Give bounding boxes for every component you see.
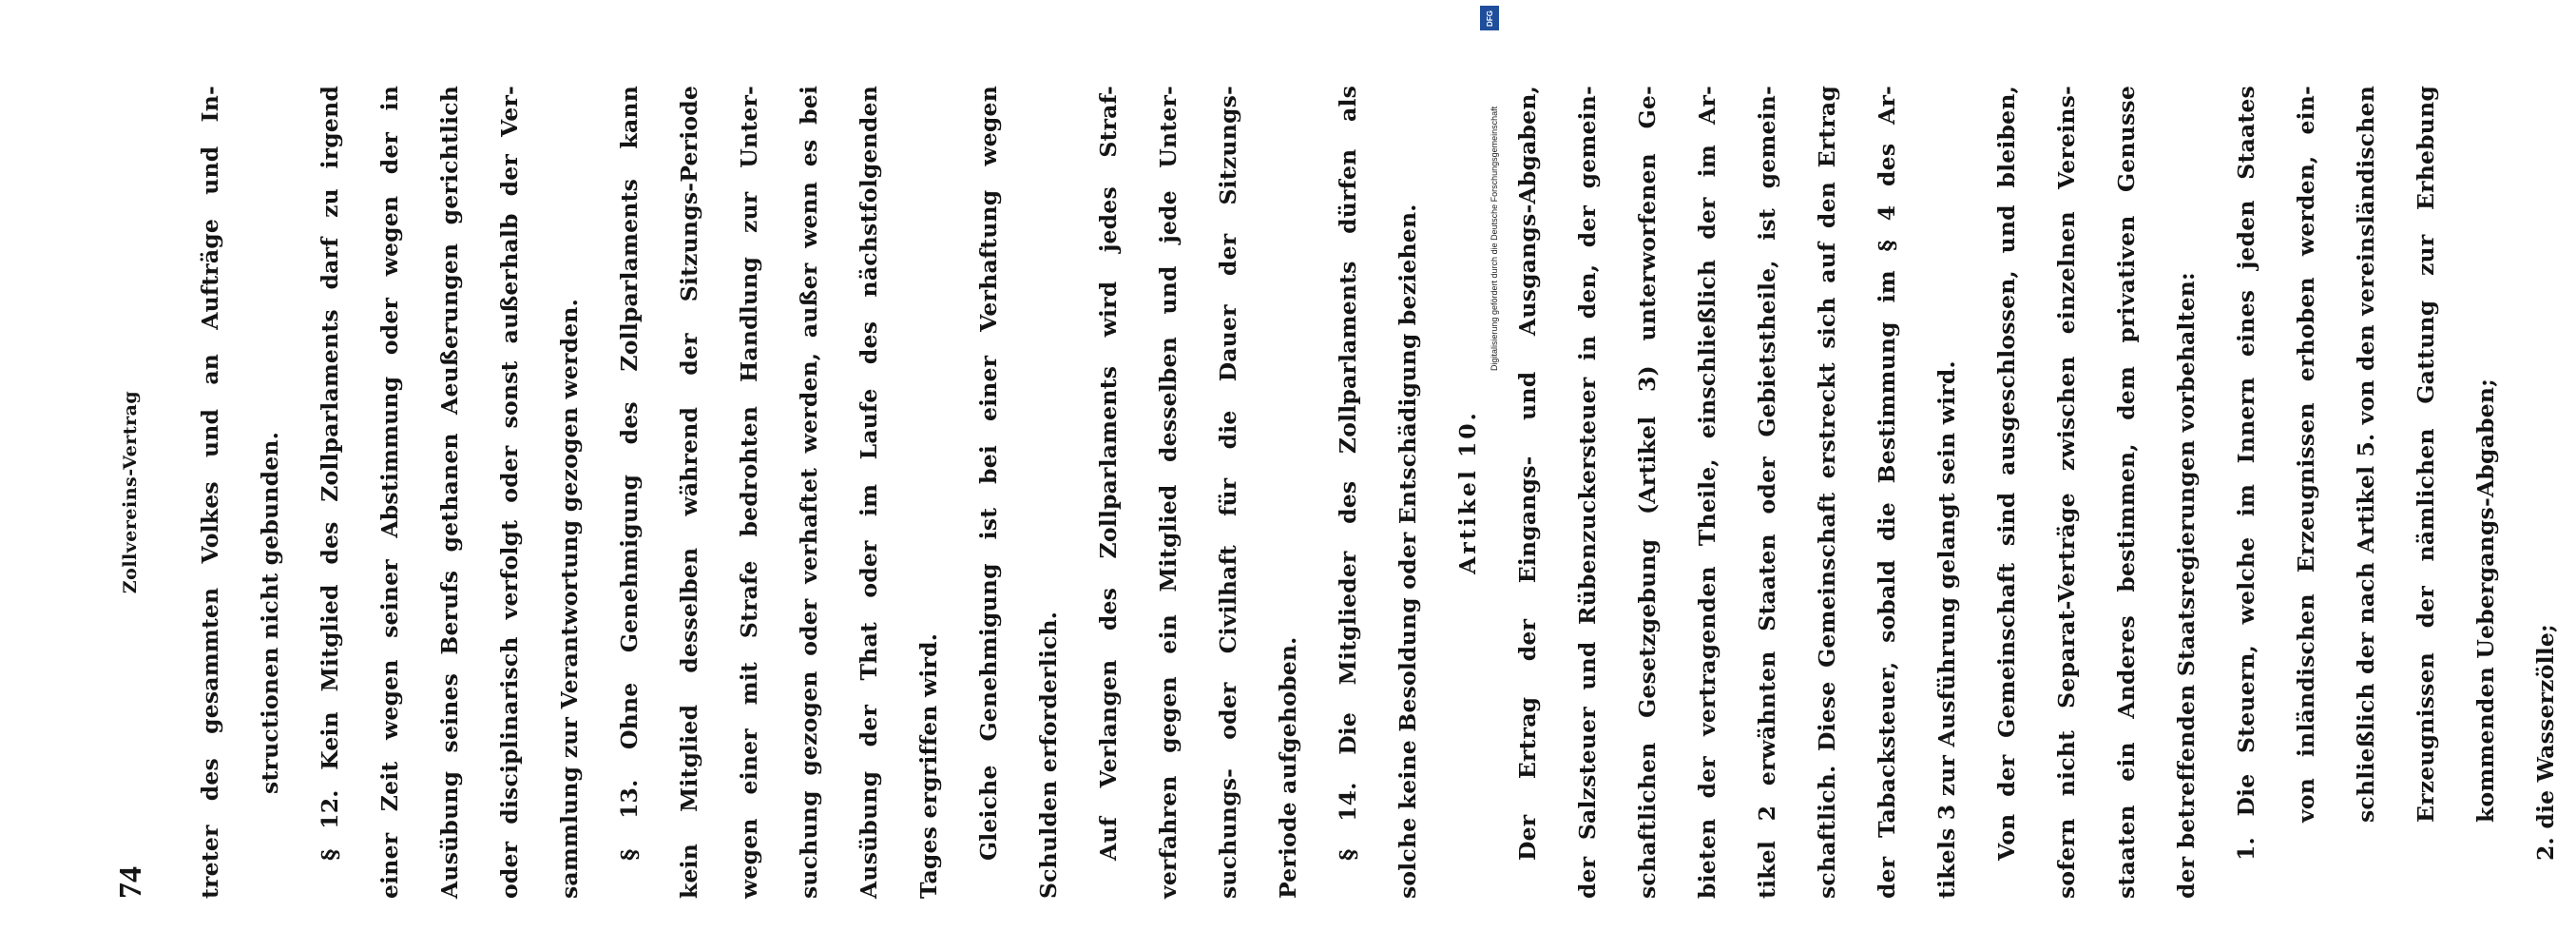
text-line: Periode aufgehoben. bbox=[1275, 636, 1301, 899]
text-line: tikels 3 zur Ausführung gelangt sein wird. bbox=[1933, 360, 1960, 899]
text-line: Gleiche Genehmigung ist bei einer Verhaftung wegen bbox=[975, 86, 1002, 861]
text-line: schaftlich. Diese Gemeinschaft erstreckt sich auf den Ertrag bbox=[1814, 86, 1840, 899]
text-line: solche keine Besoldung oder Entschädigung beziehen. bbox=[1394, 204, 1421, 899]
running-head: Zollvereins-Vertrag bbox=[120, 390, 141, 594]
text-line: § 14. Die Mitglieder des Zollparlaments dürfen als bbox=[1335, 86, 1361, 861]
body-text bbox=[181, 86, 2576, 899]
text-line: Auf Verlangen des Zollparlaments wird jedes Straf- bbox=[1095, 86, 1122, 861]
list-item-continuation: kommenden Uebergangs-Abgaben; bbox=[2472, 378, 2499, 823]
text-line: Tages ergriffen wird. bbox=[915, 632, 942, 899]
text-line: Ausübung seines Berufs gethanen Aeußerungen gerichtlich bbox=[436, 86, 463, 899]
text-line: einer Zeit wegen seiner Abstimmung oder wegen der in bbox=[376, 86, 403, 899]
page-header bbox=[114, 86, 148, 899]
text-line: Von der Gemeinschaft sind ausgeschlossen, und bleiben, bbox=[1993, 86, 2020, 861]
text-line: oder disciplinarisch verfolgt oder sonst außerhalb der Ver- bbox=[496, 86, 523, 899]
credit-text: Digitalisierung gefördert durch die Deutsche Forschungsgemeinschaft bbox=[1490, 106, 1499, 371]
page-number: 74 bbox=[113, 866, 148, 899]
digitization-credit bbox=[1478, 6, 1501, 371]
dfg-logo bbox=[1480, 6, 1499, 30]
list-item-continuation: von inländischen Erzeugnissen erhoben werden, ein- bbox=[2293, 86, 2319, 823]
list-item-continuation: Erzeugnissen der nämlichen Gattung zur Erhebung bbox=[2413, 86, 2439, 823]
text-line: schaftlichen Gesetzgebung (Artikel 3) unterworfenen Ge- bbox=[1634, 86, 1661, 899]
text-line: kein Mitglied desselben während der Sitzungs-Periode bbox=[676, 86, 702, 899]
list-item: 1. Die Steuern, welche im Innern eines jeden Staates bbox=[2233, 86, 2259, 861]
dfg-logo-label: DFG bbox=[1485, 10, 1494, 27]
text-line: § 12. Kein Mitglied des Zollparlaments darf zu irgend bbox=[317, 86, 343, 861]
text-line: der Tabacksteuer, sobald die Bestimmung im § 4 des Ar- bbox=[1874, 86, 1900, 899]
text-line: § 13. Ohne Genehmigung des Zollparlaments kann bbox=[616, 86, 643, 861]
article-heading: Artikel 10. bbox=[1454, 410, 1481, 574]
text-line: Der Ertrag der Eingangs- und Ausgangs-Abgaben, bbox=[1514, 86, 1541, 861]
text-line: structionen nicht gebunden. bbox=[257, 431, 283, 794]
text-line: bieten der vertragenden Theile, einschließlich der im Ar- bbox=[1694, 86, 1721, 899]
text-line: treter des gesammten Volkes und an Aufträge und In- bbox=[197, 86, 223, 899]
text-line: Schulden erforderlich. bbox=[1035, 611, 1062, 899]
list-item-continuation: schließlich der nach Artikel 5. von den vereinsländischen bbox=[2353, 86, 2379, 823]
list-item: 2. die Wasserzölle; bbox=[2532, 624, 2559, 861]
text-line: staaten ein Anderes bestimmen, dem privativen Genusse bbox=[2113, 86, 2140, 899]
text-line: sofern nicht Separat-Verträge zwischen einzelnen Vereins- bbox=[2053, 86, 2080, 899]
text-line: der betreffenden Staatsregierungen vorbehalten: bbox=[2173, 272, 2200, 899]
text-line: suchungs- oder Civilhaft für die Dauer der Sitzungs- bbox=[1215, 86, 1241, 899]
text-line: sammlung zur Verantwortung gezogen werden. bbox=[556, 298, 583, 899]
text-line: tikel 2 erwähnten Staaten oder Gebietstheile, ist gemein- bbox=[1754, 86, 1780, 899]
text-line: wegen einer mit Strafe bedrohten Handlung zur Unter- bbox=[736, 86, 762, 899]
text-line: der Salzsteuer und Rübenzuckersteuer in den, der gemein- bbox=[1574, 86, 1601, 899]
text-line: verfahren gegen ein Mitglied desselben und jede Unter- bbox=[1155, 86, 1182, 899]
text-line: Ausübung der That oder im Laufe des nächstfolgenden bbox=[855, 86, 882, 899]
text-line: suchung gezogen oder verhaftet werden, außer wenn es bei bbox=[796, 86, 822, 899]
